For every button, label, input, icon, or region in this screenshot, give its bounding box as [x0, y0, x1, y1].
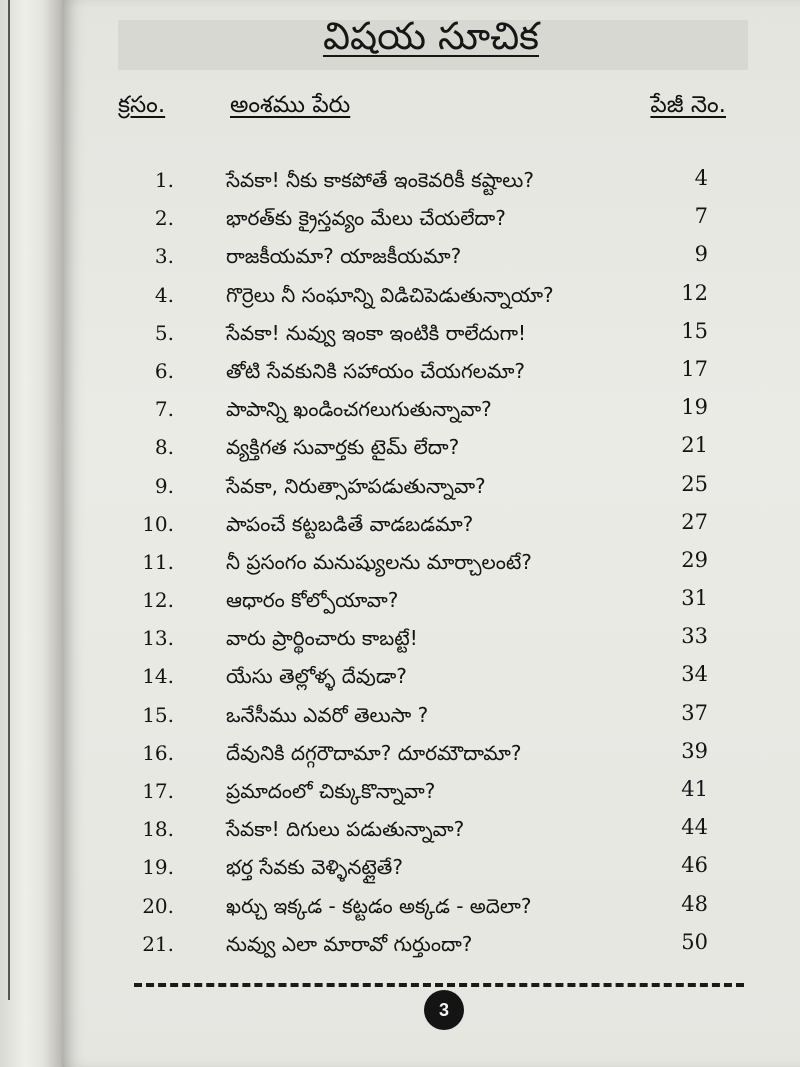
toc-row	[62, 658, 800, 696]
book-page	[62, 0, 800, 1067]
toc-number: 13.	[142, 626, 174, 651]
dashed-divider	[134, 983, 744, 987]
toc-row	[62, 582, 800, 620]
header-topic-name: అంశము పేరు	[230, 92, 351, 118]
toc-topic: నువ్వు ఎలా మారావో గుర్తుందా?	[226, 931, 473, 956]
toc-page: 39	[681, 738, 708, 763]
toc-number: 17.	[142, 779, 174, 803]
toc-page: 27	[681, 509, 708, 534]
toc-topic: వారు ప్రార్థించారు కాబట్టే!	[226, 626, 418, 651]
toc-row	[62, 353, 800, 391]
toc-row	[62, 735, 800, 773]
toc-page: 46	[681, 853, 708, 878]
book-spine	[0, 0, 62, 1067]
toc-page: 33	[681, 624, 708, 649]
toc-number: 14.	[142, 664, 174, 689]
table-of-contents	[62, 162, 800, 964]
toc-page: 21	[681, 433, 708, 458]
toc-topic: సేవకా, నిరుత్సాహపడుతున్నావా?	[226, 473, 486, 498]
toc-topic: భర్త సేవకు వెళ్ళినట్లైతే?	[226, 855, 403, 880]
toc-row	[62, 200, 800, 238]
toc-page: 7	[694, 204, 708, 229]
toc-number: 12.	[142, 588, 174, 613]
toc-page: 31	[681, 586, 708, 611]
toc-page: 19	[681, 395, 708, 420]
toc-number: 19.	[142, 855, 174, 880]
toc-row	[62, 888, 800, 926]
toc-topic: వ్యక్తిగత సువార్తకు టైమ్ లేదా?	[226, 435, 460, 460]
toc-page: 4	[694, 166, 708, 190]
toc-page: 41	[681, 777, 708, 801]
toc-row	[62, 620, 800, 658]
page-number-badge: 3	[424, 990, 464, 1030]
toc-row	[62, 277, 800, 315]
toc-page: 29	[681, 547, 708, 572]
toc-page: 50	[681, 929, 708, 954]
toc-page: 9	[694, 242, 708, 267]
toc-number: 21.	[142, 931, 174, 956]
toc-row	[62, 544, 800, 582]
toc-number: 10.	[142, 511, 174, 536]
toc-topic: ఖర్చు ఇక్కడ - కట్టడం అక్కడ - అదెలా?	[226, 893, 532, 918]
toc-topic: సేవకా! దిగులు పడుతున్నావా?	[226, 817, 465, 842]
toc-number: 4.	[154, 282, 174, 307]
toc-page: 48	[681, 891, 708, 916]
header-page-number: పేజీ నెం.	[650, 92, 726, 118]
toc-topic: పాపాన్ని ఖండించగలుగుతున్నావా?	[226, 397, 492, 422]
toc-topic: నీ ప్రసంగం మనుష్యులను మార్చాలంటే?	[226, 549, 532, 574]
toc-row	[62, 773, 800, 811]
toc-row	[62, 238, 800, 276]
toc-topic: ఆధారం కోల్పోయావా?	[226, 588, 399, 613]
toc-page: 34	[681, 662, 708, 687]
toc-number: 2.	[154, 206, 174, 231]
toc-row	[62, 849, 800, 887]
toc-topic: పాపంచే కట్టబడితే వాడబడమా?	[226, 511, 474, 536]
toc-topic: తోటి సేవకునికి సహాయం చేయగలమా?	[226, 358, 526, 383]
toc-row	[62, 468, 800, 506]
toc-row	[62, 697, 800, 735]
toc-topic: రాజకీయమా? యాజకీయమా?	[226, 244, 462, 269]
toc-number: 16.	[142, 740, 174, 765]
toc-number: 11.	[142, 549, 174, 574]
toc-number: 8.	[154, 435, 174, 460]
toc-topic: దేవునికి దగ్గరౌదామా? దూరమౌదామా?	[226, 740, 522, 765]
toc-row	[62, 315, 800, 353]
toc-topic: ఒనేసీము ఎవరో తెలుసా ?	[226, 702, 429, 727]
toc-number: 1.	[154, 168, 174, 192]
toc-page: 25	[681, 471, 708, 496]
toc-topic: ప్రమాదంలో చిక్కుకొన్నావా?	[226, 779, 436, 803]
page-title: విషయ సూచిక	[322, 14, 540, 58]
spine-edge	[0, 0, 10, 1000]
toc-topic: సేవకా! నువ్వు ఇంకా ఇంటికి రాలేదుగా!	[226, 320, 527, 345]
toc-number: 20.	[142, 893, 174, 918]
header-serial-number: క్రసం.	[118, 92, 166, 118]
toc-topic: సేవకా! నీకు కాకపోతే ఇంకెవరికీ కష్టాలు?	[226, 168, 534, 192]
toc-number: 15.	[142, 702, 174, 727]
toc-number: 3.	[154, 244, 174, 269]
toc-number: 6.	[154, 358, 174, 383]
toc-row	[62, 811, 800, 849]
toc-page: 12	[681, 280, 708, 305]
toc-page: 37	[681, 700, 708, 725]
toc-topic: గొర్రెలు నీ సంఘాన్ని విడిచిపెడుతున్నాయా?	[226, 282, 554, 307]
toc-page: 15	[681, 318, 708, 343]
toc-number: 9.	[154, 473, 174, 498]
toc-topic: యేసు తెల్లోళ్ళ దేవుడా?	[226, 664, 407, 689]
toc-row	[62, 926, 800, 964]
toc-row	[62, 162, 800, 200]
toc-row	[62, 506, 800, 544]
toc-number: 7.	[154, 397, 174, 422]
toc-page: 17	[681, 356, 708, 381]
toc-number: 5.	[154, 320, 174, 345]
toc-page: 44	[681, 815, 708, 840]
toc-row	[62, 429, 800, 467]
toc-topic: భారత్‌కు క్రైస్తవ్యం మేలు చేయలేదా?	[226, 206, 506, 231]
toc-number: 18.	[142, 817, 174, 842]
toc-row	[62, 391, 800, 429]
